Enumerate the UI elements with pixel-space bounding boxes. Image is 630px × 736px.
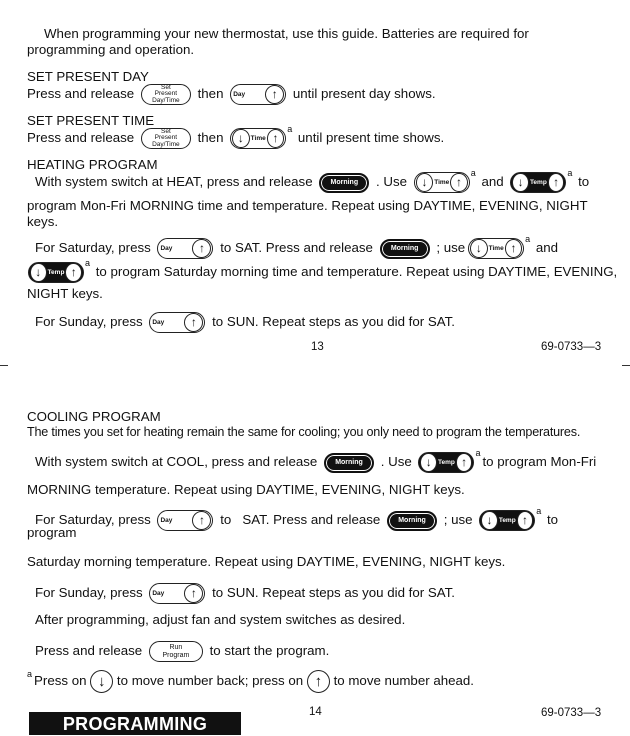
day-button[interactable] bbox=[149, 583, 205, 604]
footnote-mark: a bbox=[475, 448, 481, 458]
text: and bbox=[535, 240, 559, 256]
footnote-mark: a bbox=[85, 258, 91, 268]
up-arrow-icon: ↑ bbox=[267, 129, 284, 148]
page-number-14: 14 bbox=[309, 706, 322, 718]
cooling-after-line: After programming, adjust fan and system switches as desired. bbox=[35, 612, 406, 627]
up-arrow-icon: ↑ bbox=[192, 239, 211, 258]
text: to move number back; press on bbox=[116, 673, 304, 689]
up-arrow-icon: ↑ bbox=[517, 511, 534, 530]
day-label: Day bbox=[160, 245, 173, 252]
doc-code-13: 69-0733—3 bbox=[541, 341, 602, 353]
page-number-13: 13 bbox=[311, 341, 324, 353]
footnote-mark: a bbox=[27, 669, 33, 679]
up-arrow-icon: ↑ bbox=[65, 263, 82, 282]
text: For Sunday, press bbox=[35, 585, 143, 601]
set-time-line bbox=[27, 124, 606, 149]
footnote-mark: a bbox=[287, 124, 293, 134]
text: For Sunday, press bbox=[35, 314, 143, 330]
footnote-line bbox=[27, 670, 606, 693]
heating-heading: HEATING PROGRAM bbox=[27, 157, 158, 172]
heating-saturday-line bbox=[35, 234, 606, 259]
up-arrow-icon: ↑ bbox=[184, 584, 203, 603]
text: to bbox=[578, 174, 590, 190]
cooling-saturday-line-3: Saturday morning temperature. Repeat using DAYTIME, EVENING, NIGHT keys. bbox=[27, 554, 506, 569]
run-program-button[interactable]: Run Program bbox=[149, 641, 203, 662]
morning-button[interactable]: Morning bbox=[324, 453, 374, 473]
cooling-sunday-line bbox=[35, 583, 606, 604]
text: to start the program. bbox=[209, 643, 330, 659]
text: then bbox=[197, 86, 224, 102]
up-arrow-icon: ↑ bbox=[450, 173, 467, 192]
day-label: Day bbox=[233, 91, 246, 98]
time-label: Time bbox=[488, 245, 504, 252]
set-present-daytime-button[interactable]: Set Present Day/Time bbox=[141, 128, 191, 149]
text: For Saturday, press bbox=[35, 240, 151, 256]
text: to program Mon-Fri bbox=[482, 454, 597, 470]
text: . Use bbox=[376, 174, 408, 190]
up-arrow-icon: ↑ bbox=[548, 173, 565, 192]
text: With system switch at COOL, press and release bbox=[35, 454, 318, 470]
down-arrow-icon[interactable]: ↓ bbox=[90, 670, 113, 693]
temp-label: Temp bbox=[438, 459, 455, 466]
text: until present day shows. bbox=[292, 86, 436, 102]
text: Press on bbox=[34, 673, 87, 689]
down-arrow-icon: ↓ bbox=[420, 453, 437, 472]
doc-code-14: 69-0733—3 bbox=[541, 707, 602, 719]
text: Press and release bbox=[27, 130, 135, 146]
down-arrow-icon: ↓ bbox=[30, 263, 47, 282]
day-label: Day bbox=[152, 590, 165, 597]
temp-label: Temp bbox=[529, 179, 547, 186]
day-label: Day bbox=[152, 319, 165, 326]
set-day-heading: SET PRESENT DAY bbox=[27, 69, 149, 84]
crop-mark-left bbox=[0, 365, 8, 366]
run-program-line bbox=[35, 641, 606, 662]
time-label: Time bbox=[434, 179, 450, 186]
down-arrow-icon: ↓ bbox=[232, 129, 249, 148]
cooling-intro: The times you set for heating remain the same for cooling; you only need to program the temperatures. bbox=[27, 425, 581, 439]
up-arrow-icon: ↑ bbox=[456, 453, 473, 472]
time-rocker-button[interactable] bbox=[468, 238, 524, 259]
morning-button[interactable]: Morning bbox=[380, 239, 430, 259]
cooling-heading: COOLING PROGRAM bbox=[27, 409, 161, 424]
text: until present time shows. bbox=[297, 130, 445, 146]
down-arrow-icon: ↓ bbox=[470, 239, 487, 258]
footnote-mark: a bbox=[525, 234, 531, 244]
text: ; use bbox=[436, 240, 466, 256]
temp-rocker-button[interactable] bbox=[418, 452, 474, 473]
day-label: Day bbox=[160, 517, 173, 524]
cooling-line-1 bbox=[35, 448, 606, 473]
section-banner: PROGRAMMING bbox=[29, 712, 241, 735]
down-arrow-icon: ↓ bbox=[416, 173, 433, 192]
up-arrow-icon: ↑ bbox=[192, 511, 211, 530]
intro-text: When programming your new thermostat, use this guide. Batteries are required for programming and operation. bbox=[27, 26, 529, 57]
heating-saturday-line-2 bbox=[25, 258, 618, 283]
up-arrow-icon: ↑ bbox=[505, 239, 522, 258]
day-button[interactable] bbox=[230, 84, 286, 105]
temp-label: Temp bbox=[498, 517, 516, 524]
text: Press and release bbox=[35, 643, 143, 659]
text: to bbox=[546, 512, 559, 528]
footnote-mark: a bbox=[567, 168, 573, 178]
crop-mark-right bbox=[622, 365, 630, 366]
set-present-daytime-button[interactable]: Set Present Day/Time bbox=[141, 84, 191, 105]
cooling-saturday-line-2: program bbox=[27, 525, 77, 540]
text: Press and release bbox=[27, 86, 135, 102]
up-arrow-icon: ↑ bbox=[265, 85, 284, 104]
up-arrow-icon: ↑ bbox=[184, 313, 203, 332]
down-arrow-icon: ↓ bbox=[512, 173, 529, 192]
temp-label: Temp bbox=[47, 269, 65, 276]
text: With system switch at HEAT, press and release bbox=[35, 174, 313, 190]
text: to SUN. Repeat steps as you did for SAT. bbox=[212, 314, 455, 330]
time-rocker-button[interactable] bbox=[230, 128, 286, 149]
text: to move number ahead. bbox=[333, 673, 475, 689]
text: For Saturday, press bbox=[35, 512, 151, 528]
footnote-mark: a bbox=[536, 506, 542, 516]
text: . Use bbox=[380, 454, 412, 470]
heating-line-1 bbox=[35, 168, 606, 193]
up-arrow-icon[interactable]: ↑ bbox=[307, 670, 330, 693]
time-rocker-button[interactable] bbox=[414, 172, 470, 193]
text: to program Saturday morning time and temperature. Repeat using DAYTIME, EVENING, bbox=[95, 264, 618, 280]
cooling-line-2: MORNING temperature. Repeat using DAYTIME, EVENING, NIGHT keys. bbox=[27, 482, 465, 497]
day-button[interactable] bbox=[157, 238, 213, 259]
text: to SAT. Press and release bbox=[220, 512, 381, 528]
footnote-mark: a bbox=[470, 168, 476, 178]
set-time-heading: SET PRESENT TIME bbox=[27, 113, 155, 128]
text: to SAT. Press and release bbox=[220, 240, 373, 256]
temp-rocker-button[interactable] bbox=[28, 262, 84, 283]
text: ; use bbox=[443, 512, 473, 528]
heating-sunday-line bbox=[35, 312, 606, 333]
down-arrow-icon: ↓ bbox=[481, 511, 498, 530]
day-button[interactable] bbox=[149, 312, 205, 333]
morning-button[interactable]: Morning bbox=[387, 511, 437, 531]
time-label: Time bbox=[250, 135, 266, 142]
morning-button[interactable]: Morning bbox=[319, 173, 369, 193]
text: and bbox=[481, 174, 504, 190]
text: to SUN. Repeat steps as you did for SAT. bbox=[212, 585, 455, 601]
temp-rocker-button[interactable] bbox=[510, 172, 566, 193]
text: then bbox=[197, 130, 224, 146]
heating-saturday-line-3: NIGHT keys. bbox=[27, 286, 103, 301]
heating-line-2: program Mon-Fri MORNING time and temperature. Repeat using DAYTIME, EVENING, NIGHT keys. bbox=[27, 198, 588, 229]
set-day-line bbox=[27, 84, 606, 105]
